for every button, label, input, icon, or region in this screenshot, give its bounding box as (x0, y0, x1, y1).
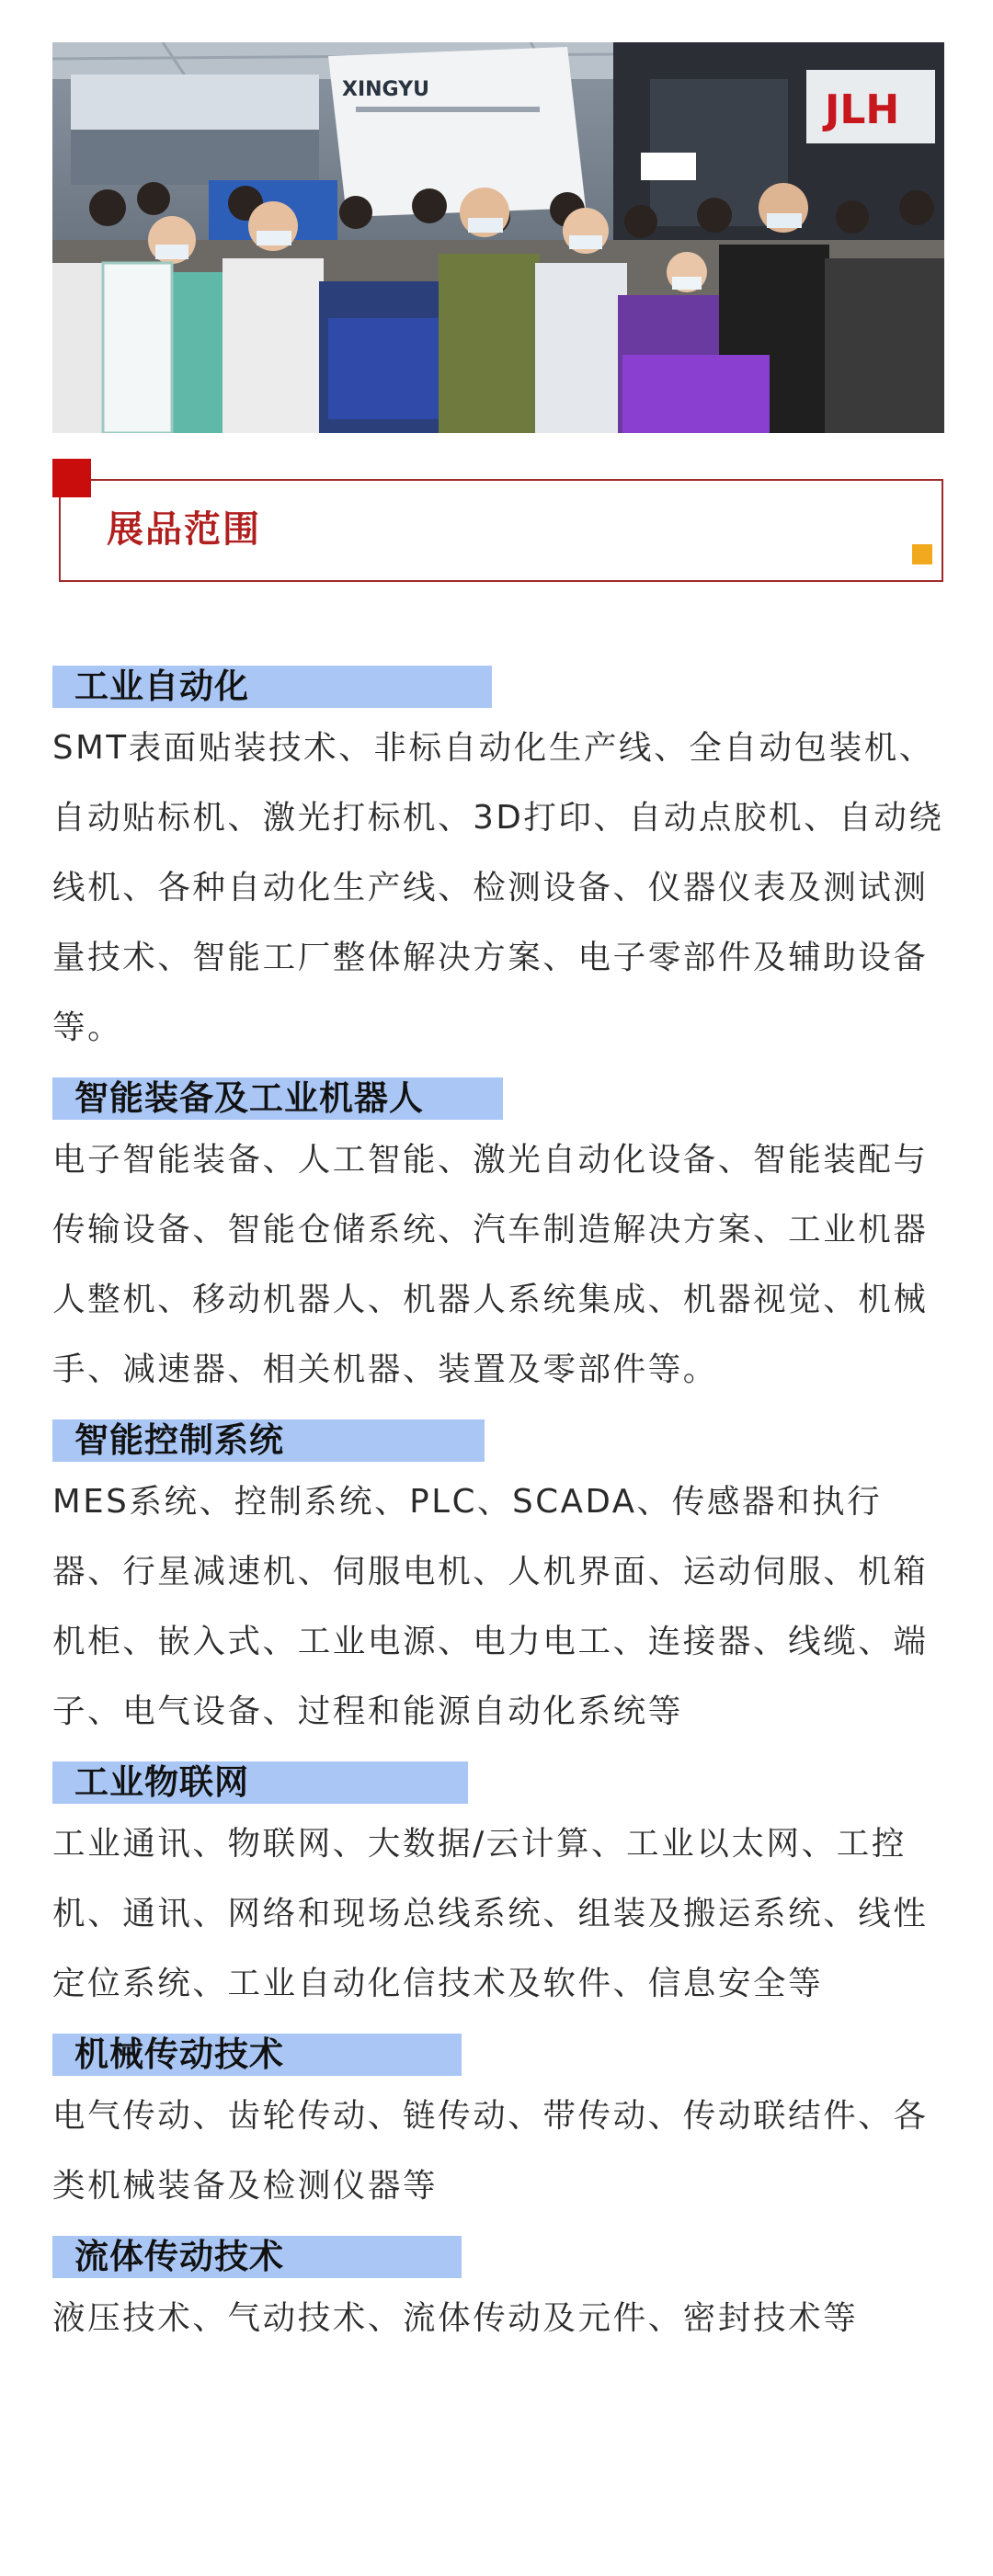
category-description: 液压技术、气动技术、流体传动及元件、密封技术等 (52, 2299, 859, 2337)
category-title: 工业物联网 (74, 1762, 249, 1802)
category-heading (52, 1758, 944, 1804)
category-heading (52, 2030, 944, 2076)
category-title: 流体传动技术 (74, 2237, 284, 2276)
category-heading (52, 662, 944, 708)
orange-corner-square (912, 544, 932, 564)
exhibit-categories (52, 662, 944, 2354)
section-title: 展品范围 (107, 508, 261, 551)
category-description: MES系统、控制系统、PLC、SCADA、传感器和执行器、行星减速机、伺服电机、人机界面、运动伺服、机箱机柜、嵌入式、工业电源、电力电工、连接器、线缆、端子、电气设备、过程和能源自动化系统等 (52, 1483, 929, 1730)
category-description: SMT表面贴装技术、非标自动化生产线、全自动包装机、自动贴标机、激光打标机、3D打印、自动点胶机、自动绕线机、各种自动化生产线、检测设备、仪器仪表及测试测量技术、智能工厂整体解决方案、电子零部件及辅助设备等。 (52, 729, 944, 1046)
category-heading (52, 1416, 944, 1462)
category-heading (52, 1074, 944, 1120)
red-corner-square (52, 459, 91, 497)
category-title: 机械传动技术 (74, 2035, 284, 2074)
category-description: 工业通讯、物联网、大数据/云计算、工业以太网、工控机、通讯、网络和现场总线系统、组装及搬运系统、线性定位系统、工业自动化信技术及软件、信息安全等 (52, 1825, 929, 2002)
exhibition-photo (52, 42, 944, 433)
category-title: 工业自动化 (74, 667, 249, 706)
booth-sign-left-text: XINGYU (342, 78, 429, 101)
category-title: 智能装备及工业机器人 (74, 1078, 424, 1118)
category-title: 智能控制系统 (74, 1420, 284, 1460)
booth-sign-right-text: JLH (825, 86, 900, 133)
category-heading (52, 2232, 944, 2278)
category-description: 电气传动、齿轮传动、链传动、带传动、传动联结件、各类机械装备及检测仪器等 (52, 2097, 929, 2205)
category-description: 电子智能装备、人工智能、激光自动化设备、智能装配与传输设备、智能仓储系统、汽车制造解决方案、工业机器人整机、移动机器人、机器人系统集成、机器视觉、机械手、减速器、相关机器、装置及零部件等。 (52, 1141, 929, 1388)
exhibition-crowd-illustration (52, 42, 944, 433)
